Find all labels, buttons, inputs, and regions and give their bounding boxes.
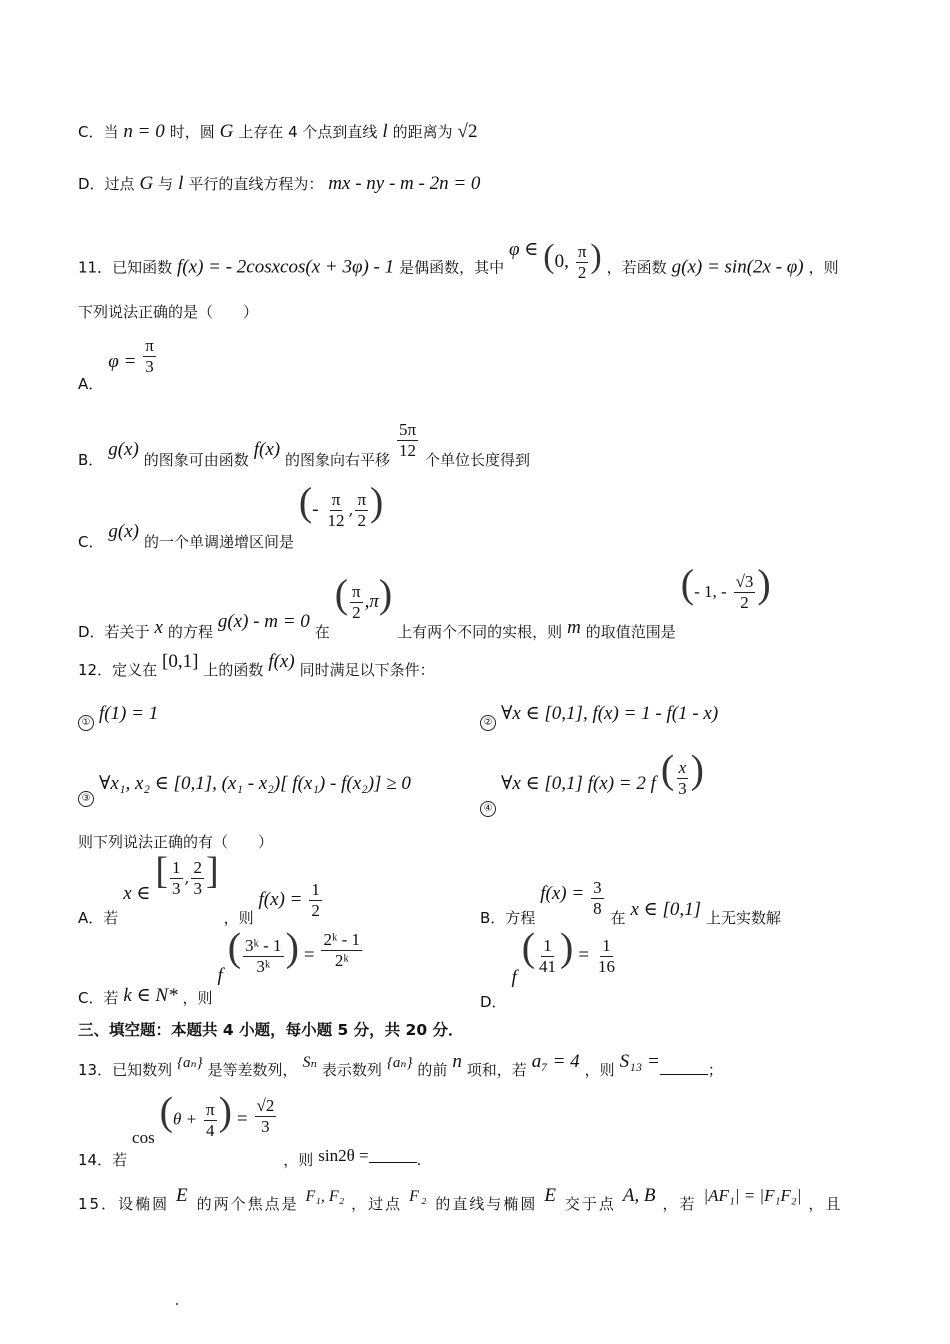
q13-s13: S₁₃ = bbox=[619, 1051, 660, 1072]
q13 bbox=[78, 1051, 723, 1079]
q13-seq: {aₙ} bbox=[177, 1055, 203, 1071]
frac-den: 2 bbox=[740, 593, 749, 612]
frac-den: 3 bbox=[261, 1117, 270, 1136]
q11-option-c bbox=[78, 478, 384, 551]
q11-c-g: g(x) bbox=[108, 520, 140, 542]
q11-b-text3: 个单位长度得到 bbox=[425, 450, 531, 469]
section-3-heading: 三、填空题：本题共 4 小题，每小题 5 分，共 20 分． bbox=[78, 1021, 464, 1039]
q14-cos: cos bbox=[132, 1127, 155, 1147]
q12-d-label: D． bbox=[480, 992, 507, 1011]
q10-d-text2: 平行的直线方程为： bbox=[188, 175, 324, 193]
q11-d-range-start: - 1, - bbox=[694, 581, 727, 601]
q12-c2-math: ∀x ∈ [0,1], f(x) = 1 - f(1 - x) bbox=[500, 703, 719, 724]
q12-a-frac3 bbox=[309, 880, 322, 921]
q13-text5: ，则 bbox=[584, 1061, 615, 1079]
q14-frac2 bbox=[255, 1096, 277, 1137]
circled-two: ② bbox=[480, 715, 496, 731]
q11-d-m: m bbox=[567, 616, 581, 638]
q10-c-text3: 的距离为 bbox=[392, 123, 453, 141]
q11-d-label: D．若关于 bbox=[78, 622, 150, 641]
q11-b-label: B． bbox=[78, 450, 104, 469]
q12-option-c: C．若 k ∈ N* ，则 f ( $\frac{\text{3ᵏ - 1}}{\text{3ᵏ}}$ ) = $\frac{\text{2ᵏ - 1}}{\text{2ᵏ}}$ bbox=[78, 924, 361, 1007]
q11-option-d bbox=[78, 560, 771, 641]
q12-c-text: ，则 bbox=[182, 988, 213, 1007]
q12-stem bbox=[78, 651, 435, 679]
q15-text3: 的直线与椭圆 bbox=[435, 1195, 538, 1213]
q10-d-text: 与 bbox=[158, 175, 174, 193]
q11-function-f: f(x) = - 2cosxcos(x + 3φ) - 1 bbox=[177, 256, 395, 278]
q12-a-x-in: x ∈ bbox=[123, 882, 151, 904]
q12-d-frac1 bbox=[537, 936, 558, 977]
q11-d-equation: g(x) - m = 0 bbox=[217, 610, 310, 632]
q10-c-text2: 上存在 4 个点到直线 bbox=[238, 123, 378, 141]
q11-a-frac bbox=[143, 336, 156, 377]
frac-den: 3ᵏ bbox=[256, 957, 271, 976]
q12-b-text: 在 bbox=[610, 908, 626, 927]
q11-option-a bbox=[78, 334, 158, 393]
q10-d-equation: mx - ny - m - 2n = 0 bbox=[328, 173, 481, 194]
q14-theta-plus: θ + bbox=[172, 1109, 198, 1129]
q10-d-math-l: l bbox=[178, 173, 184, 194]
frac-num: 3 bbox=[593, 878, 602, 897]
q13-text3: 的前 bbox=[417, 1061, 448, 1079]
q11-d-text2: 在 bbox=[314, 622, 330, 641]
frac-num: √2 bbox=[256, 1096, 275, 1115]
q12-c-frac2 bbox=[321, 930, 362, 971]
q14-label: 14．若 bbox=[78, 1150, 128, 1169]
q15-text2: ，过点 bbox=[351, 1195, 403, 1213]
q11-text2: ，若函数 bbox=[606, 258, 667, 277]
frac-den: 3 bbox=[172, 879, 181, 898]
q12-d-f: f bbox=[511, 966, 517, 988]
q12-b-frac bbox=[591, 878, 604, 919]
q11-c-text: 的一个单调递增区间是 bbox=[143, 532, 294, 551]
q10-d-label: D．过点 bbox=[78, 175, 135, 193]
equals-sign: = bbox=[303, 944, 315, 966]
q12-option-a bbox=[78, 849, 324, 927]
q12-f: f(x) bbox=[268, 651, 295, 672]
q11-interval-start: 0, bbox=[554, 250, 569, 272]
q12-condition-2 bbox=[480, 703, 719, 728]
frac-num: 2ᵏ - 1 bbox=[323, 930, 361, 949]
q12-c-label: C．若 bbox=[78, 988, 119, 1007]
q10-c-math-l: l bbox=[382, 121, 388, 142]
q12-label: 12．定义在 bbox=[78, 661, 158, 679]
q10-c-label: C．当 bbox=[78, 123, 119, 141]
q11-b-g: g(x) bbox=[108, 438, 139, 460]
frac-den: 12 bbox=[399, 441, 417, 460]
frac-den: 41 bbox=[539, 957, 557, 976]
q11-d-frac1 bbox=[350, 582, 363, 623]
q12-c-frac1 bbox=[243, 936, 284, 977]
q11-d-range: (- 1, - $\frac{√3}{2}$ ) bbox=[680, 560, 771, 612]
q10-c-text: 时，圆 bbox=[169, 123, 215, 141]
q11-b-text2: 的图象向右平移 bbox=[285, 450, 391, 469]
frac-den: 2ᵏ bbox=[334, 951, 349, 970]
q10-c-math-g: G bbox=[219, 121, 234, 142]
q13-label: 13．已知数列 bbox=[78, 1061, 173, 1079]
q11-phi-in: φ ∈ bbox=[509, 238, 539, 260]
page-mark bbox=[176, 1303, 178, 1305]
q14-sin2theta: sin2θ = bbox=[318, 1145, 369, 1165]
frac-den: 16 bbox=[597, 957, 615, 976]
q12-d-frac2 bbox=[596, 936, 617, 977]
q11-d-frac2 bbox=[734, 572, 756, 613]
q12-a-frac2 bbox=[191, 858, 204, 899]
frac-num: π bbox=[357, 490, 367, 509]
minus-sign: - bbox=[312, 498, 319, 520]
q13-a7: a₇ = 4 bbox=[531, 1051, 580, 1072]
q13-text6: ； bbox=[707, 1061, 723, 1079]
q15-e2: E bbox=[544, 1185, 558, 1206]
q12-b-label: B．方程 bbox=[480, 908, 536, 927]
q13-text: 是等差数列， bbox=[207, 1061, 298, 1079]
equals-sign: = bbox=[236, 1108, 248, 1130]
q12-condition-4: ④ ∀x ∈ [0,1] f(x) = 2 f ( $\frac{x}{3}$ ) bbox=[480, 758, 704, 799]
q11-b-f: f(x) bbox=[253, 438, 281, 460]
q15 bbox=[78, 1185, 843, 1213]
q10-option-d bbox=[78, 174, 480, 194]
q14-text: ，则 bbox=[283, 1150, 314, 1169]
frac-den: 12 bbox=[327, 511, 345, 530]
q10-c-math-n: n = 0 bbox=[123, 121, 165, 142]
frac-num: 1 bbox=[602, 936, 611, 955]
q11-c-interval: (- $\frac{\pi}{12}$ , $\frac{\pi}{2}$ ) bbox=[298, 478, 384, 530]
q13-sn: Sₙ bbox=[302, 1054, 317, 1071]
q15-ab: A, B bbox=[622, 1185, 656, 1206]
q13-text2: 表示数列 bbox=[321, 1061, 382, 1079]
q12-c4-math: ∀x ∈ [0,1] f(x) = 2 f bbox=[500, 772, 656, 794]
q12-condition-3 bbox=[78, 773, 411, 804]
q14-text2: . bbox=[416, 1150, 422, 1169]
q11-stem bbox=[78, 237, 839, 289]
frac-num: π bbox=[205, 1100, 215, 1119]
frac-den: 3 bbox=[193, 879, 202, 898]
q13-text4: 项和，若 bbox=[466, 1061, 527, 1079]
q12-option-d: D． f ( $\frac{1}{41}$ ) = $\frac{1}{16}$ bbox=[480, 924, 615, 1011]
q12-option-b bbox=[480, 864, 781, 927]
q12-a-text: ，则 bbox=[223, 908, 254, 927]
q12-c-k: k ∈ N* bbox=[123, 984, 178, 1006]
frac-den: 2 bbox=[577, 263, 587, 282]
frac-num: 1 bbox=[311, 880, 320, 899]
q11-b-text: 的图象可由函数 bbox=[143, 450, 249, 469]
q12-b-domain: x ∈ [0,1] bbox=[630, 898, 702, 920]
q12-line2: 则下列说法正确的有（ ） bbox=[78, 833, 274, 851]
q15-text4: 交于点 bbox=[564, 1195, 616, 1213]
q14: 14．若 cos (θ + $\frac{\pi}{4}$ ) = $\frac{√2}{3}$ ，则 sin2θ = . bbox=[78, 1088, 422, 1169]
frac-num: 5π bbox=[398, 420, 417, 439]
q12-b-text2: 上无实数解 bbox=[705, 908, 781, 927]
q15-text6: ，且 bbox=[808, 1195, 843, 1213]
frac-num: 1 bbox=[543, 936, 552, 955]
q11-c-label: C． bbox=[78, 532, 104, 551]
q14-answer-blank[interactable] bbox=[369, 1148, 417, 1163]
q11-stem-line2: 下列说法正确的是（ ） bbox=[78, 303, 259, 321]
q11-function-g: g(x) = sin(2x - φ) bbox=[671, 256, 804, 278]
frac-num: π bbox=[352, 582, 361, 601]
q12-a-interval: [ $\frac{1}{3}$ , $\frac{2}{3}$ ] bbox=[155, 849, 219, 898]
q15-f2: F₂ bbox=[409, 1188, 429, 1205]
q11-option-b bbox=[78, 410, 531, 469]
q11-d-pi: ,π bbox=[364, 590, 379, 612]
frac-num: π bbox=[577, 242, 587, 261]
q10-c-math-sqrt2: √2 bbox=[457, 121, 478, 142]
q11-a-label: A． bbox=[78, 374, 104, 393]
q15-condition: |AF₁| = |F₁F₂| bbox=[703, 1186, 802, 1205]
q12-c3-math: ∀x₁, x₂ ∈ [0,1], (x₁ - x₂)[ f(x₁) - f(x₂)] ≥ 0 bbox=[98, 773, 411, 794]
circled-one: ① bbox=[78, 715, 94, 731]
q11-text3: ，则 bbox=[808, 258, 839, 277]
q12-a-fx: f(x) = bbox=[258, 888, 303, 910]
q11-a-phi: φ = bbox=[108, 350, 137, 372]
q11-pi-over-2 bbox=[576, 242, 589, 283]
frac-den: 2 bbox=[311, 901, 320, 920]
frac-num: 1 bbox=[172, 858, 181, 877]
q11-phi-interval: (0, $\frac{\pi}{2}$ ) bbox=[543, 237, 602, 282]
frac-den: 3 bbox=[145, 357, 154, 376]
frac-den: 3 bbox=[678, 779, 687, 798]
q13-seq2: {aₙ} bbox=[386, 1055, 413, 1071]
frac-num: π bbox=[145, 336, 154, 355]
q13-n: n bbox=[452, 1051, 462, 1072]
q15-e: E bbox=[176, 1185, 190, 1206]
q12-c1-math: f(1) = 1 bbox=[98, 703, 159, 724]
q14-frac1 bbox=[204, 1100, 217, 1141]
q13-answer-blank[interactable] bbox=[660, 1060, 708, 1075]
q11-d-interval: ( $\frac{\pi}{2}$ ,π) bbox=[334, 570, 393, 622]
frac-den: 2 bbox=[352, 603, 361, 622]
q11-b-frac bbox=[397, 420, 418, 461]
circled-three: ③ bbox=[78, 791, 94, 807]
q11-c-frac1 bbox=[326, 490, 347, 531]
q11-d-text: 的方程 bbox=[167, 622, 213, 641]
q12-c-f: f bbox=[217, 964, 223, 986]
q12-condition-1 bbox=[78, 703, 159, 728]
q12-b-fx: f(x) = bbox=[540, 882, 585, 904]
q12-domain: [0,1] bbox=[162, 651, 199, 672]
q10-d-math-g: G bbox=[139, 173, 154, 194]
q15-text5: ，若 bbox=[662, 1195, 697, 1213]
q11-d-text4: 的取值范围是 bbox=[585, 622, 676, 641]
q11-label: 11．已知函数 bbox=[78, 258, 173, 277]
circled-four: ④ bbox=[480, 801, 496, 817]
q12-text: 上的函数 bbox=[203, 661, 264, 679]
q15-label: 15．设椭圆 bbox=[78, 1195, 170, 1213]
q15-text: 的两个焦点是 bbox=[196, 1195, 299, 1213]
q10-option-c bbox=[78, 122, 477, 142]
frac-num: 3ᵏ - 1 bbox=[245, 936, 282, 955]
frac-num: 2 bbox=[193, 858, 202, 877]
q11-d-x: x bbox=[154, 616, 163, 638]
equals-sign: = bbox=[578, 944, 590, 966]
q12-c4-frac bbox=[676, 758, 689, 799]
frac-den: 2 bbox=[357, 511, 366, 530]
q12-text2: 同时满足以下条件： bbox=[299, 661, 435, 679]
q11-c-frac2 bbox=[355, 490, 368, 531]
frac-num: π bbox=[331, 490, 341, 509]
q11-d-text3: 上有两个不同的实根，则 bbox=[397, 622, 563, 641]
q12-a-frac1 bbox=[170, 858, 183, 899]
q11-text: 是偶函数，其中 bbox=[399, 258, 505, 277]
q15-foci: F₁, F₂ bbox=[305, 1188, 345, 1205]
frac-num: √3 bbox=[735, 572, 754, 591]
q12-a-label: A．若 bbox=[78, 908, 119, 927]
frac-den: 4 bbox=[206, 1121, 215, 1140]
frac-num: x bbox=[678, 758, 687, 777]
frac-den: 8 bbox=[593, 899, 602, 918]
